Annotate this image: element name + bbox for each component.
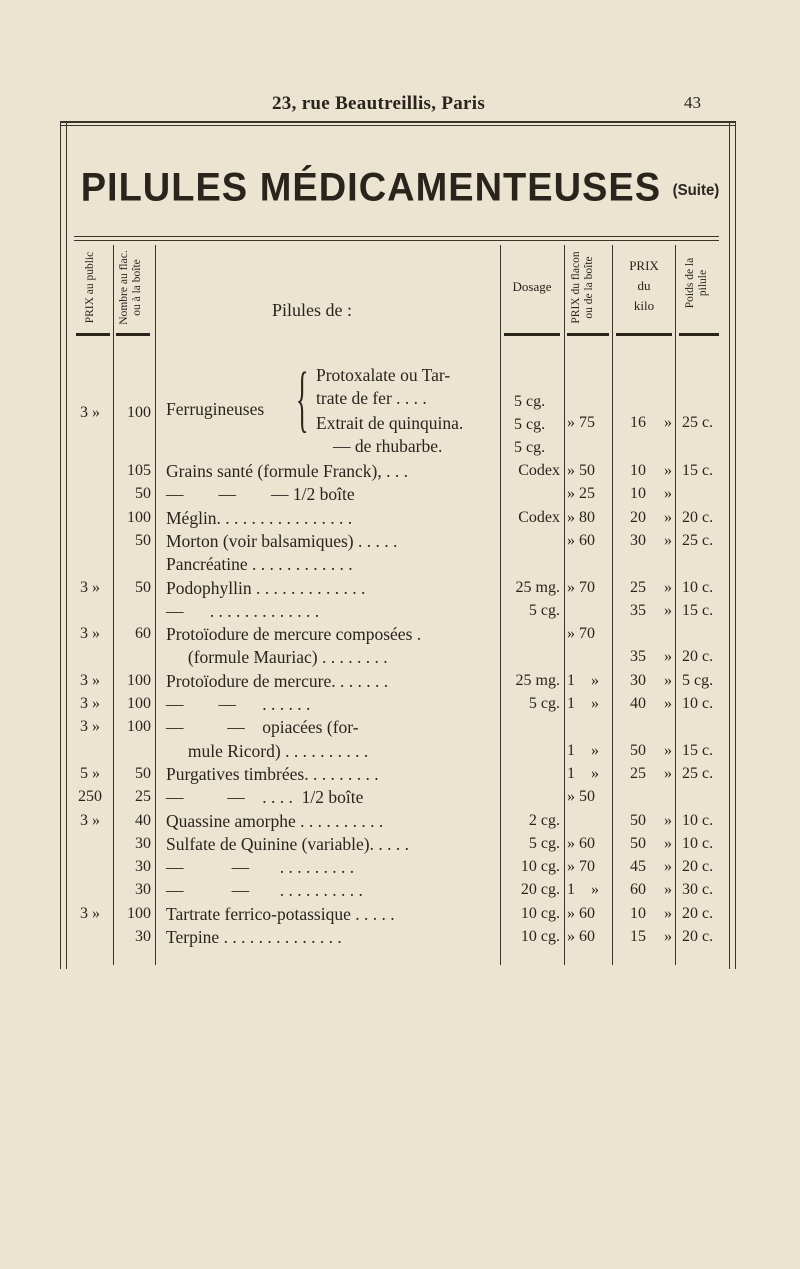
row-prix-kilo-sep: » xyxy=(664,602,672,619)
row-poids: 10 c. xyxy=(682,695,714,712)
row-price: 3 » xyxy=(80,905,100,922)
row-product: — — . . . . . . . . . . xyxy=(166,880,363,900)
row-product: — — . . . . . . . . . xyxy=(166,857,355,877)
col-header-nombre: Nombre au flac. ou à la boîte xyxy=(118,250,143,325)
row-poids: 25 c. xyxy=(682,765,714,782)
col-rule-4 xyxy=(564,245,565,965)
row-dosage: Codex xyxy=(518,462,560,479)
row-product: — . . . . . . . . . . . . . xyxy=(166,601,320,621)
col-header-prix-kilo: PRIX du kilo xyxy=(629,258,659,313)
row-nombre: 105 xyxy=(127,462,151,479)
row-prix-kilo: 35 xyxy=(630,648,646,665)
row-prix-flacon: » 80 xyxy=(567,509,595,526)
col-header-poids: Poids de la pilule xyxy=(684,257,709,309)
row-nombre: 50 xyxy=(135,485,151,502)
row-prix-kilo: 10 xyxy=(630,905,646,922)
row-product: Pancréatine . . . . . . . . . . . . xyxy=(166,554,353,574)
row-prix-kilo-sep: » xyxy=(664,812,672,829)
row-product: Podophyllin . . . . . . . . . . . . . xyxy=(166,578,366,598)
row-prix-kilo: 25 xyxy=(630,579,646,596)
row-product: Purgatives timbrées. . . . . . . . . xyxy=(166,764,379,784)
row-prix-kilo: 35 xyxy=(630,602,646,619)
group-dosage-3: 5 cg. xyxy=(514,439,546,456)
row-prix-kilo-sep: » xyxy=(664,509,672,526)
row-product: Protoïodure de mercure. . . . . . . xyxy=(166,671,389,691)
row-prix-kilo: 50 xyxy=(630,835,646,852)
row-prix-kilo: 15 xyxy=(630,928,646,945)
row-poids: 15 c. xyxy=(682,602,714,619)
row-prix-kilo: 60 xyxy=(630,881,646,898)
col-rule-2 xyxy=(155,245,156,965)
title-suite: (Suite) xyxy=(672,181,720,199)
row-nombre: 30 xyxy=(135,881,151,898)
row-poids: 15 c. xyxy=(682,462,714,479)
row-product: Morton (voir balsamiques) . . . . . xyxy=(166,531,398,551)
head-underline-1 xyxy=(76,333,110,336)
row-product: Protoïodure de mercure composées . xyxy=(166,624,422,644)
row-prix-kilo-sep: » xyxy=(664,881,672,898)
row-prix-kilo: 25 xyxy=(630,765,646,782)
row-product: — — — 1/2 boîte xyxy=(166,484,355,504)
group-price: 3 » xyxy=(80,404,100,421)
row-product: Quassine amorphe . . . . . . . . . . xyxy=(166,811,384,831)
row-poids: 20 c. xyxy=(682,928,714,945)
frame-right-inner xyxy=(729,121,730,969)
top-rule-thin xyxy=(60,125,736,126)
row-product: Tartrate ferrico-potassique . . . . . xyxy=(166,904,395,924)
col-header-pilules: Pilules de : xyxy=(272,300,352,320)
row-poids: 25 c. xyxy=(682,532,714,549)
row-price: 3 » xyxy=(80,625,100,642)
row-prix-kilo-sep: » xyxy=(664,695,672,712)
row-nombre: 100 xyxy=(127,672,151,689)
top-rule xyxy=(60,121,736,123)
row-poids: 5 cg. xyxy=(682,672,714,689)
row-prix-kilo: 20 xyxy=(630,509,646,526)
row-product: mule Ricord) . . . . . . . . . . xyxy=(166,741,369,761)
frame-left xyxy=(60,121,61,969)
row-poids: 10 c. xyxy=(682,579,714,596)
row-poids: 20 c. xyxy=(682,905,714,922)
row-nombre: 100 xyxy=(127,509,151,526)
row-prix-kilo: 40 xyxy=(630,695,646,712)
row-prix-kilo: 50 xyxy=(630,742,646,759)
row-poids: 30 c. xyxy=(682,881,714,898)
row-nombre: 30 xyxy=(135,835,151,852)
group-dosage-2: 5 cg. xyxy=(514,416,546,433)
row-nombre: 40 xyxy=(135,812,151,829)
row-prix-flacon: » 70 xyxy=(567,625,595,642)
group-line-1: Protoxalate ou Tar- xyxy=(316,365,451,385)
row-nombre: 100 xyxy=(127,695,151,712)
row-prix-flacon: 1 » xyxy=(567,881,599,898)
group-line-2: trate de fer . . . . xyxy=(316,388,427,408)
row-prix-flacon: » 60 xyxy=(567,532,595,549)
running-head: 23, rue Beautreillis, Paris xyxy=(272,93,486,114)
col-rule-3 xyxy=(500,245,501,965)
group-poids: 25 c. xyxy=(682,414,714,431)
row-price: 3 » xyxy=(80,672,100,689)
row-prix-kilo-sep: » xyxy=(664,858,672,875)
row-price: 3 » xyxy=(80,812,100,829)
row-prix-flacon: 1 » xyxy=(567,765,599,782)
row-nombre: 50 xyxy=(135,579,151,596)
row-nombre: 60 xyxy=(135,625,151,642)
row-product: Terpine . . . . . . . . . . . . . . xyxy=(166,927,342,947)
row-price: 250 xyxy=(78,788,102,805)
row-dosage: 5 cg. xyxy=(528,835,560,852)
row-poids: 10 c. xyxy=(682,835,714,852)
head-underline-3 xyxy=(504,333,560,336)
row-product: Méglin. . . . . . . . . . . . . . . . xyxy=(166,508,353,528)
row-dosage: 25 mg. xyxy=(515,672,560,689)
row-product: — — . . . . . . xyxy=(166,694,311,714)
group-label: Ferrugineuses xyxy=(166,399,265,419)
row-prix-kilo: 30 xyxy=(630,672,646,689)
row-product: (formule Mauriac) . . . . . . . . xyxy=(166,647,388,667)
header-rule-top2 xyxy=(74,240,719,241)
row-nombre: 30 xyxy=(135,858,151,875)
col-rule-6 xyxy=(675,245,676,965)
row-prix-kilo-sep: » xyxy=(664,742,672,759)
col-header-prix-flacon: PRIX du flacon ou de la boîte xyxy=(570,251,595,324)
row-product: Grains santé (formule Franck), . . . xyxy=(166,461,409,481)
row-prix-kilo: 30 xyxy=(630,532,646,549)
row-prix-kilo-sep: » xyxy=(664,835,672,852)
head-underline-5 xyxy=(616,333,672,336)
row-poids: 15 c. xyxy=(682,742,714,759)
row-prix-kilo-sep: » xyxy=(664,579,672,596)
row-prix-flacon: 1 » xyxy=(567,672,599,689)
row-prix-flacon: » 60 xyxy=(567,905,595,922)
row-prix-flacon: » 60 xyxy=(567,928,595,945)
row-prix-kilo-sep: » xyxy=(664,672,672,689)
row-prix-kilo-sep: » xyxy=(664,462,672,479)
col-header-prix-public: PRIX au public xyxy=(84,251,96,324)
group-prix-flacon: » 75 xyxy=(567,414,595,431)
group-nombre: 100 xyxy=(127,404,151,421)
header-rule-top xyxy=(74,236,719,237)
row-nombre: 50 xyxy=(135,532,151,549)
row-dosage: 2 cg. xyxy=(528,812,560,829)
row-dosage: 5 cg. xyxy=(528,602,560,619)
row-prix-kilo: 10 xyxy=(630,462,646,479)
row-dosage: 10 cg. xyxy=(520,928,560,945)
row-prix-flacon: » 50 xyxy=(567,462,595,479)
head-underline-4 xyxy=(567,333,609,336)
row-dosage: 20 cg. xyxy=(520,881,560,898)
row-price: 5 » xyxy=(80,765,100,782)
row-poids: 20 c. xyxy=(682,509,714,526)
row-prix-flacon: » 70 xyxy=(567,858,595,875)
row-dosage: 10 cg. xyxy=(520,905,560,922)
row-prix-flacon: 1 » xyxy=(567,695,599,712)
page-title xyxy=(0,166,800,211)
row-prix-flacon: » 25 xyxy=(567,485,595,502)
row-prix-kilo-sep: » xyxy=(664,648,672,665)
row-prix-kilo-sep: » xyxy=(664,485,672,502)
head-underline-2 xyxy=(116,333,150,336)
row-nombre: 25 xyxy=(135,788,151,805)
row-prix-flacon: » 50 xyxy=(567,788,595,805)
row-prix-flacon: 1 » xyxy=(567,742,599,759)
group-dosage-1: 5 cg. xyxy=(514,393,546,410)
row-price: 3 » xyxy=(80,695,100,712)
row-prix-kilo: 10 xyxy=(630,485,646,502)
row-price: 3 » xyxy=(80,718,100,735)
frame-right xyxy=(735,121,736,969)
row-nombre: 30 xyxy=(135,928,151,945)
row-product: — — . . . . 1/2 boîte xyxy=(166,787,364,807)
frame-left-inner xyxy=(66,121,67,969)
row-dosage: Codex xyxy=(518,509,560,526)
row-prix-kilo-sep: » xyxy=(664,928,672,945)
row-dosage: 25 mg. xyxy=(515,579,560,596)
row-prix-kilo-sep: » xyxy=(664,765,672,782)
row-dosage: 10 cg. xyxy=(520,858,560,875)
page-number: 43 xyxy=(684,93,701,112)
title-main: PILULES MÉDICAMENTEUSES xyxy=(80,165,662,211)
group-brace: { xyxy=(296,358,309,440)
row-product: Sulfate de Quinine (variable). . . . . xyxy=(166,834,409,854)
row-price: 3 » xyxy=(80,579,100,596)
row-poids: 20 c. xyxy=(682,858,714,875)
row-poids: 10 c. xyxy=(682,812,714,829)
row-nombre: 100 xyxy=(127,905,151,922)
row-product: — — opiacées (for- xyxy=(166,717,359,737)
row-nombre: 50 xyxy=(135,765,151,782)
row-prix-flacon: » 70 xyxy=(567,579,595,596)
group-prix-kilo-sep: » xyxy=(664,414,672,431)
row-poids: 20 c. xyxy=(682,648,714,665)
row-prix-kilo-sep: » xyxy=(664,532,672,549)
row-nombre: 100 xyxy=(127,718,151,735)
col-header-dosage: Dosage xyxy=(512,279,552,294)
row-prix-kilo: 45 xyxy=(630,858,646,875)
group-line-3: Extrait de quinquina. xyxy=(316,413,464,433)
group-line-4: — de rhubarbe. xyxy=(333,436,443,456)
row-prix-kilo: 50 xyxy=(630,812,646,829)
group-prix-kilo: 16 xyxy=(630,414,646,431)
head-underline-6 xyxy=(679,333,719,336)
row-prix-kilo-sep: » xyxy=(664,905,672,922)
row-prix-flacon: » 60 xyxy=(567,835,595,852)
row-dosage: 5 cg. xyxy=(528,695,560,712)
